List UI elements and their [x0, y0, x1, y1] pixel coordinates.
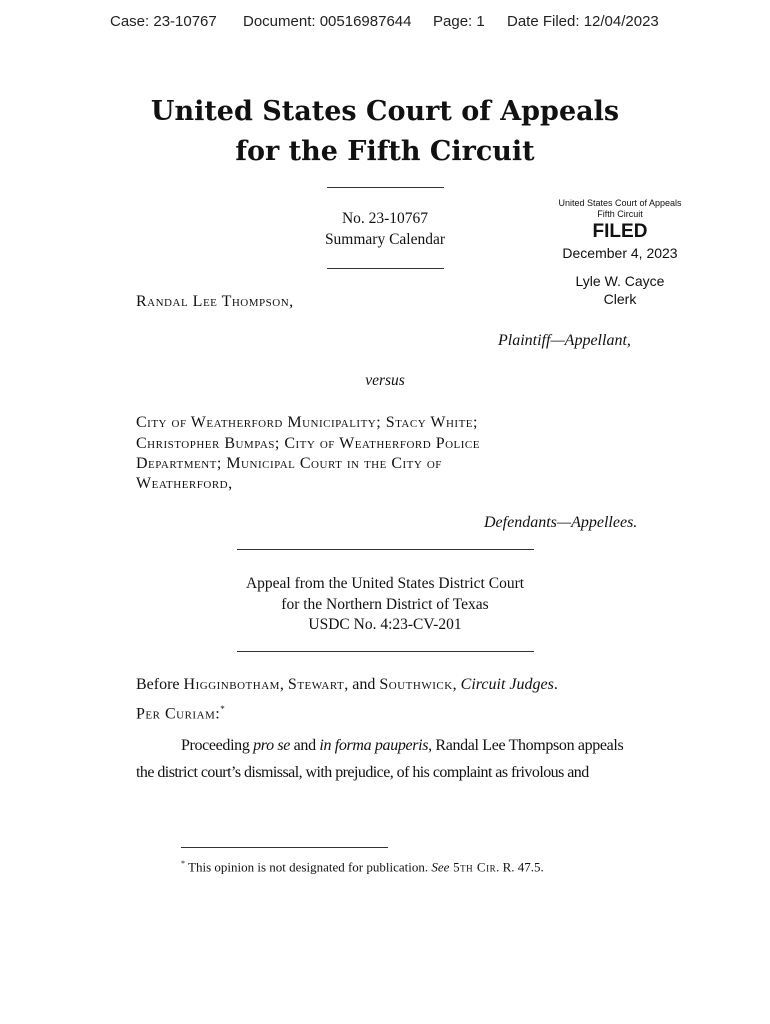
docket-divider — [327, 268, 444, 269]
stamp-clerk-name: Lyle W. Cayce — [575, 273, 665, 289]
stamp-court: United States Court of Appeals — [558, 198, 682, 208]
defendants-line-4: Weatherford, — [136, 475, 233, 492]
defendants-role: Defendants—Appellees. — [484, 514, 638, 531]
document-number-header: Document: 00516987644 — [243, 13, 412, 30]
panel-title: Circuit Judges — [460, 676, 554, 693]
caption-divider-bottom — [237, 651, 534, 652]
in-forma-pauperis-term: in forma pauperis — [319, 737, 429, 754]
stamp-filed-status: FILED — [592, 221, 648, 242]
defendants-line-3: Department; Municipal Court in the City of — [136, 455, 442, 472]
appeal-line-3: USDC No. 4:23-CV-201 — [308, 616, 462, 633]
appeal-line-2: for the Northern District of Texas — [281, 596, 489, 613]
footnote-rule-prefix: 5th Cir — [449, 859, 497, 875]
caption-divider-top — [237, 549, 534, 550]
panel-sep-3: , — [452, 676, 461, 693]
judge-southwick: Southwick — [379, 676, 453, 693]
opinion-paragraph-line-2: the district court’s dismissal, with prejudice, of his complaint as frivolous and — [136, 764, 589, 781]
date-filed-header: Date Filed: 12/04/2023 — [507, 13, 659, 30]
case-number-header: Case: 23-10767 — [110, 13, 217, 30]
court-subtitle: for the Fifth Circuit — [235, 136, 535, 167]
appeal-line-1: Appeal from the United States District Court — [245, 575, 525, 592]
plaintiff-name: Randal Lee Thompson, — [136, 293, 294, 310]
pro-se-term: pro se — [253, 737, 291, 754]
footnote-rule-suffix: . R. 47.5. — [496, 859, 544, 875]
versus-label: versus — [365, 372, 405, 389]
panel-before: Before — [136, 676, 184, 693]
panel-sep-1: , — [279, 676, 288, 693]
judge-stewart: Stewart — [287, 676, 345, 693]
per-curiam-label: Per Curiam: — [136, 705, 221, 723]
per-curiam — [136, 704, 225, 723]
opinion-text: Proceeding — [181, 737, 254, 754]
panel-sep-2: , and — [344, 676, 380, 693]
page-number-header: Page: 1 — [433, 13, 485, 30]
footnote-see: See — [431, 859, 450, 875]
defendants-line-1: City of Weatherford Municipality; Stacy White; — [136, 414, 478, 431]
footnote-mark: * — [181, 859, 185, 868]
opinion-text: , Randal Lee Thompson appeals — [428, 737, 624, 754]
defendants-line-2: Christopher Bumpas; City of Weatherford Police — [136, 435, 480, 452]
stamp-circuit: Fifth Circuit — [597, 209, 643, 219]
docket-calendar: Summary Calendar — [324, 231, 446, 248]
footnote — [181, 859, 544, 875]
court-title: United States Court of Appeals — [150, 96, 620, 127]
panel-end: . — [553, 676, 558, 693]
title-divider — [327, 187, 444, 188]
opinion-paragraph-line-1 — [181, 737, 623, 755]
stamp-clerk-title: Clerk — [603, 291, 637, 307]
judge-higginbotham: Higginbotham — [183, 676, 280, 693]
footnote-divider — [181, 847, 388, 848]
per-curiam-footnote-mark: * — [220, 704, 225, 714]
docket-number: No. 23-10767 — [341, 210, 429, 227]
opinion-text: and — [290, 737, 320, 754]
plaintiff-role: Plaintiff—Appellant, — [498, 332, 631, 349]
panel-line — [136, 676, 558, 694]
footnote-text: This opinion is not designated for publication. — [185, 859, 432, 875]
stamp-filed-date: December 4, 2023 — [562, 245, 678, 261]
